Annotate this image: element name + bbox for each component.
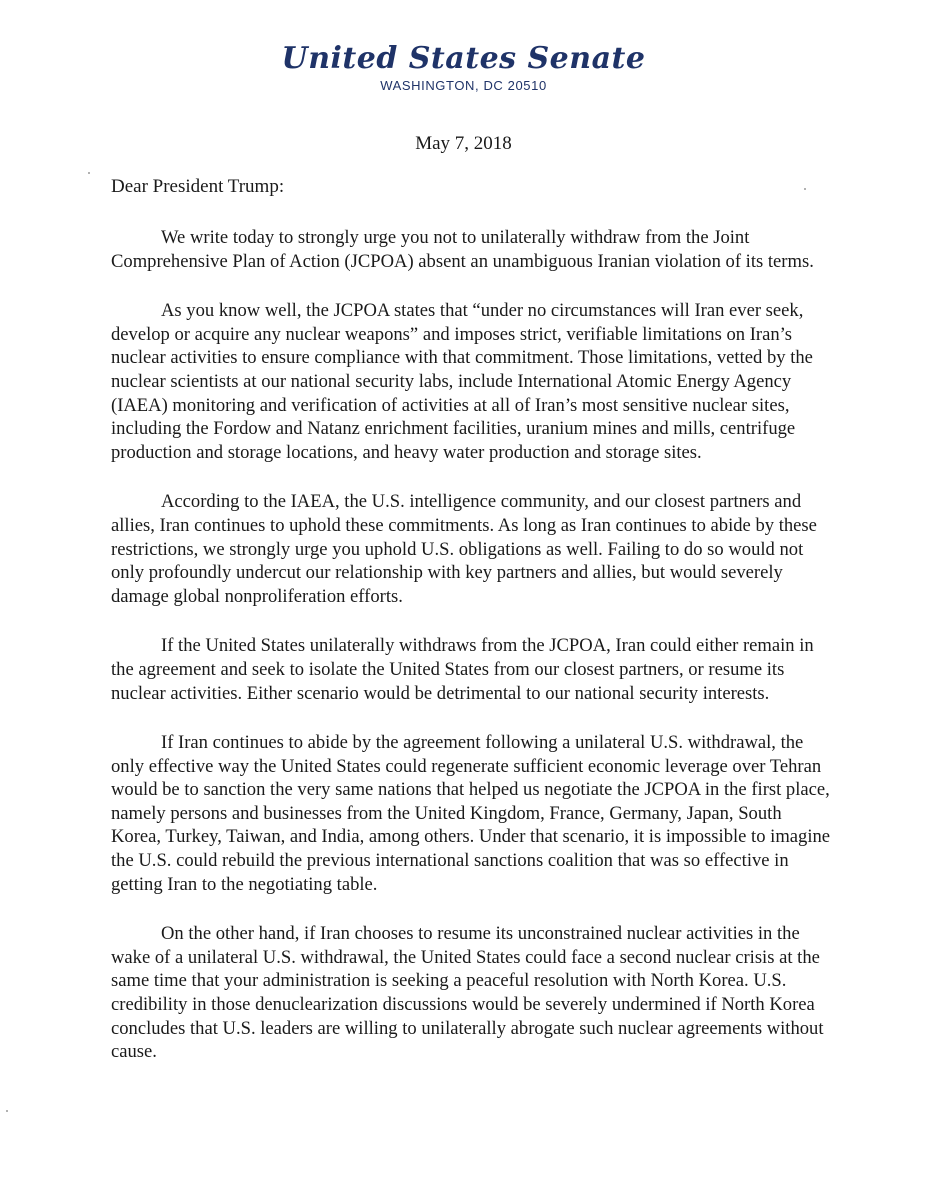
paragraph-3: According to the IAEA, the U.S. intelligence community, and our closest partners and allies, Iran continues to uphold these commitments. As long as Iran continues to abide by these restrictions, we strongly urge you uphold U.S. obligations as well. Failing to do so would not only profoundly undercut our relationship with key partners and allies, but would severely damage global nonproliferation efforts.: [111, 491, 817, 607]
paragraph-6: On the other hand, if Iran chooses to resume its unconstrained nuclear activities in the wake of a unilateral U.S. withdrawal, the United States could face a second nuclear crisis at the same time that your administration is seeking a peaceful resolution with North Korea. U.S. credibility in those denuclearization discussions would be severely undermined if North Korea concludes that U.S. leaders are willing to unilaterally abrogate such nuclear agreements without cause.: [111, 923, 824, 1063]
scan-speck: [804, 188, 806, 190]
letter-body: [111, 226, 831, 1090]
paragraph-2: As you know well, the JCPOA states that “under no circumstances will Iran ever seek, develop or acquire any nuclear weapons” and imposes strict, verifiable limitations on Iran’s nuclear activities to ensure compliance with that commitment. Those limitations, vetted by the nuclear scientists at our national security labs, include International Atomic Energy Agency (IAEA) monitoring and verification of activities at all of Iran’s most sensitive nuclear sites, including the Fordow and Natanz enrichment facilities, uranium mines and mills, centrifuge production and storage locations, and heavy water production and storage sites.: [111, 300, 813, 463]
paragraph-5: If Iran continues to abide by the agreement following a unilateral U.S. withdrawal, the only effective way the United States could regenerate sufficient economic leverage over Tehran would be to sanction the very same nations that helped us negotiate the JCPOA in the first place, namely persons and businesses from the United Kingdom, France, Germany, Japan, South Korea, Turkey, Taiwan, and India, among others. Under that scenario, it is impossible to imagine the U.S. could rebuild the previous international sanctions coalition that was so effective in getting Iran to the negotiating table.: [111, 732, 831, 895]
letter-date: May 7, 2018: [415, 133, 512, 154]
scan-speck: [88, 172, 90, 174]
senate-address: WASHINGTON, DC 20510: [380, 78, 547, 93]
senate-name: United States Senate: [281, 41, 646, 76]
paragraph-4: If the United States unilaterally withdraws from the JCPOA, Iran could either remain in the agreement and seek to isolate the United States from our closest partners, or resume its nuclear activities. Either scenario would be detrimental to our national security interests.: [111, 635, 814, 704]
salutation: Dear President Trump:: [111, 176, 285, 197]
paragraph-1: We write today to strongly urge you not to unilaterally withdraw from the Joint Comprehensive Plan of Action (JCPOA) absent an unambiguous Iranian violation of its terms.: [111, 227, 814, 272]
letterhead: [0, 42, 927, 93]
scan-speck: [6, 1110, 8, 1112]
